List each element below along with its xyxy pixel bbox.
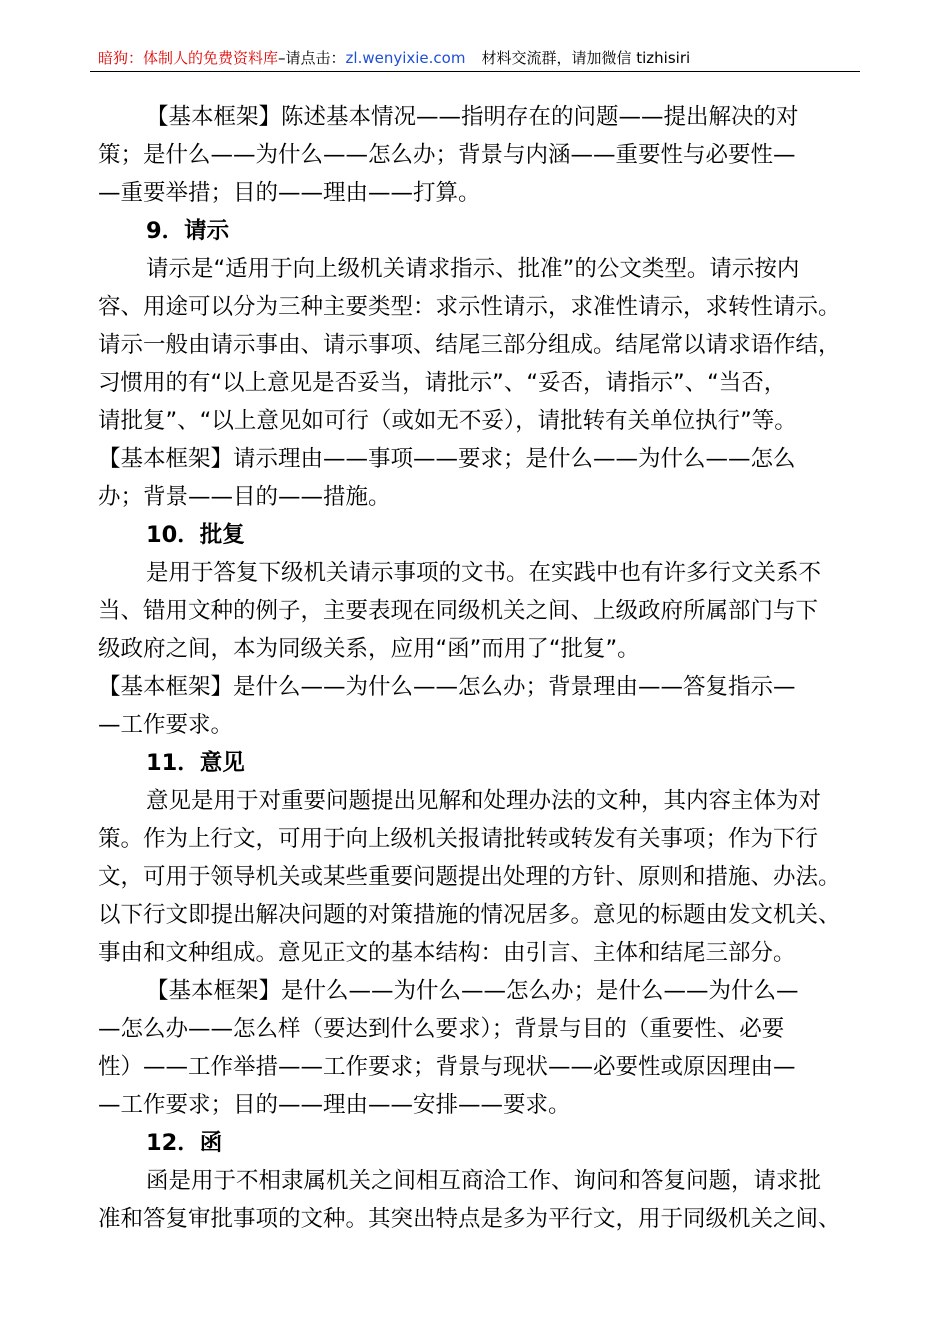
text-line: 准和答复审批事项的文种。其突出特点是多为平行文，用于同级机关之间、 (98, 1206, 841, 1232)
section-heading-han: 12．函 (146, 1130, 223, 1156)
section-heading-pifu: 10．批复 (146, 522, 245, 548)
text-line: 是用于答复下级机关请示事项的文书。在实践中也有许多行文关系不 (146, 560, 822, 586)
text-line: 习惯用的有“以上意见是否妥当，请批示”、“妥否，请指示”、“当否， (98, 370, 787, 396)
text-line: 容、用途可以分为三种主要类型：求示性请示，求准性请示，求转性请示。 (98, 294, 841, 320)
site-link[interactable]: zl.wenyixie.com (345, 49, 466, 67)
section-heading-qingshi: 9．请示 (146, 218, 230, 244)
site-name: 暗狗：体制人的免费资料库 (98, 49, 279, 67)
text-line: 函是用于不相隶属机关之间相互商洽工作、询问和答复问题，请求批 (146, 1168, 822, 1194)
group-note: 材料交流群，请加微信 tizhisiri (481, 49, 691, 67)
text-line: 【基本框架】请示理由——事项——要求；是什么——为什么——怎么 (98, 446, 796, 472)
text-line: 以下行文即提出解决问题的对策措施的情况居多。意见的标题由发文机关、 (98, 902, 841, 928)
text-line: 策；是什么——为什么——怎么办；背景与内涵——重要性与必要性— (98, 142, 796, 168)
text-line: 性）——工作举措——工作要求；背景与现状——必要性或原因理由— (98, 1054, 796, 1080)
text-line: —怎么办——怎么样（要达到什么要求）；背景与目的（重要性、必要 (98, 1016, 785, 1042)
text-line: —重要举措；目的——理由——打算。 (98, 180, 481, 206)
text-line: —工作要求；目的——理由——安排——要求。 (98, 1092, 571, 1118)
text-line: 事由和文种组成。意见正文的基本结构：由引言、主体和结尾三部分。 (98, 940, 796, 966)
text-line: 【基本框架】陈述基本情况——指明存在的问题——提出解决的对 (146, 104, 799, 130)
text-line: —工作要求。 (98, 712, 234, 738)
text-line: 【基本框架】是什么——为什么——怎么办；是什么——为什么— (146, 978, 799, 1004)
text-line: 办；背景——目的——措施。 (98, 484, 391, 510)
text-line: 请示是“适用于向上级机关请求指示、批准”的公文类型。请示按内 (146, 256, 800, 282)
header-divider (90, 71, 860, 72)
text-line: 意见是用于对重要问题提出见解和处理办法的文种，其内容主体为对 (146, 788, 822, 814)
page-header (98, 47, 860, 69)
click-prompt: –请点击： (278, 49, 346, 67)
text-line: 请示一般由请示事由、请示事项、结尾三部分组成。结尾常以请求语作结， (98, 332, 841, 358)
text-line: 文，可用于领导机关或某些重要问题提出处理的方针、原则和措施、办法。 (98, 864, 841, 890)
text-line: 当、错用文种的例子，主要表现在同级机关之间、上级政府所属部门与下 (98, 598, 819, 624)
text-line: 【基本框架】是什么——为什么——怎么办；背景理由——答复指示— (98, 674, 796, 700)
text-line: 策。作为上行文，可用于向上级机关报请批转或转发有关事项；作为下行 (98, 826, 819, 852)
text-line: 请批复”、“以上意见如可行（或如无不妥），请批转有关单位执行”等。 (98, 408, 797, 434)
section-heading-yijian: 11．意见 (146, 750, 245, 776)
document-body (98, 98, 862, 1238)
text-line: 级政府之间，本为同级关系，应用“函”而用了“批复”。 (98, 636, 640, 662)
